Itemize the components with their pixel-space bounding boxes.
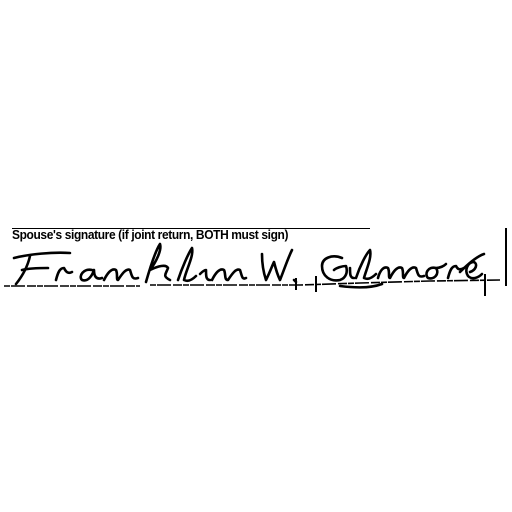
spouse-signature-label: Spouse's signature (if joint return, BOTH must sign) — [12, 227, 289, 242]
signature-baseline — [4, 280, 500, 286]
handwritten-signature — [14, 244, 484, 287]
